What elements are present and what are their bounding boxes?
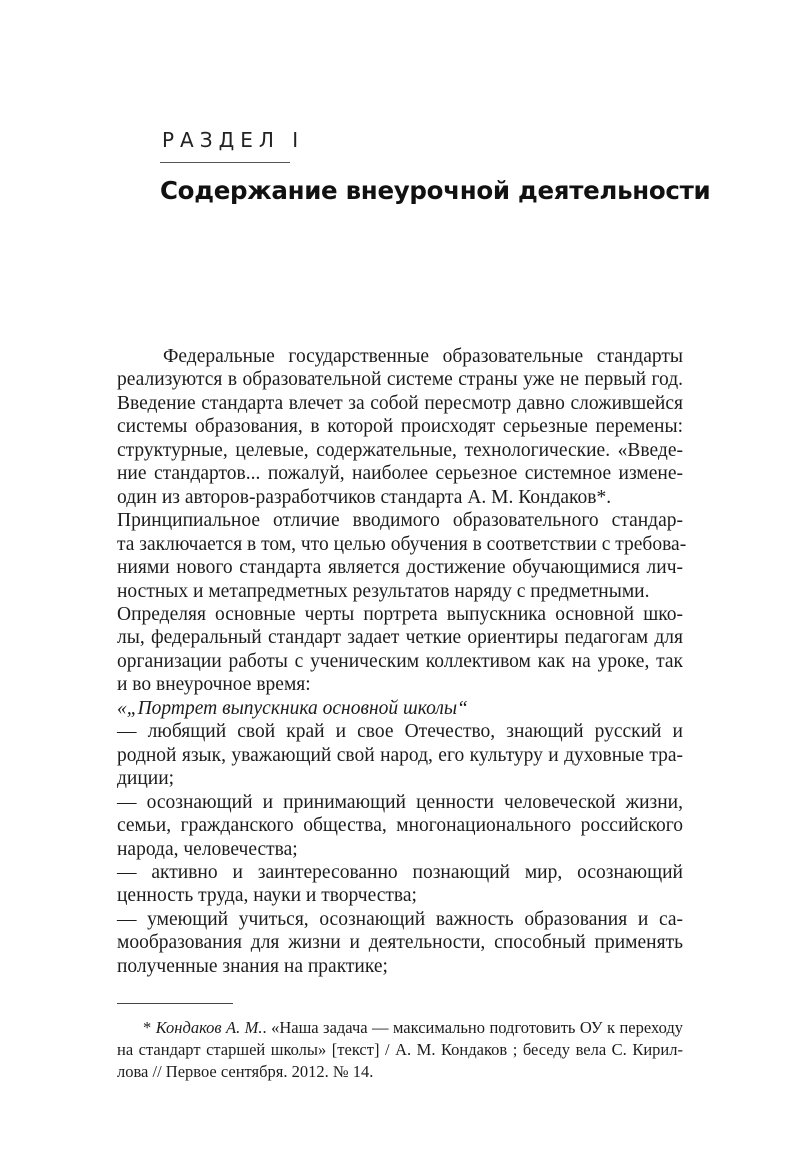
text-line: ностных и метапредметных результатов наряду с предметными. bbox=[117, 580, 650, 602]
text-line: Определяя основные черты портрета выпускника основной шко- bbox=[117, 603, 683, 625]
text-line: один из авторов-разработчиков стандарта А. М. Кондаков*. bbox=[117, 486, 612, 508]
text-line: — осознающий и принимающий ценности человеческой жизни, bbox=[117, 791, 683, 813]
text-line: полученные знания на практике; bbox=[117, 955, 388, 977]
text-line: Федеральные государственные образовательные стандарты bbox=[163, 346, 683, 367]
text-line: диции; bbox=[117, 768, 175, 790]
footnote-rule bbox=[117, 1003, 233, 1004]
text-line: мообразования для жизни и деятельности, способный применять bbox=[117, 932, 683, 954]
text-line: — умеющий учиться, осознающий важность образования и са- bbox=[117, 908, 683, 930]
section-label: РАЗДЕЛ I bbox=[162, 128, 305, 152]
text-line: — активно и заинтересованно познающий мир, осознающий bbox=[117, 861, 683, 883]
text-line: Введение стандарта влечет за собой пересмотр давно сложившейся bbox=[117, 392, 683, 414]
section-rule bbox=[160, 162, 290, 163]
footnote-line: лова // Первое сентября. 2012. № 14. bbox=[117, 1062, 374, 1081]
text-line: реализуются в образовательной системе страны уже не первый год. bbox=[117, 369, 683, 391]
text-line: ние стандартов... пожалуй, наиболее серьезное системное измене- bbox=[117, 463, 683, 485]
footnote-mark: * bbox=[143, 1018, 156, 1037]
footnote-line: на стандарт старшей школы» [текст] / А. М. Кондаков ; беседу вела С. Кирил- bbox=[117, 1040, 683, 1059]
chapter-title: Содержание внеурочной деятельности bbox=[160, 176, 711, 205]
text-line: ниями нового стандарта является достижение обучающимися лич- bbox=[117, 557, 683, 579]
footnote-line bbox=[117, 1017, 683, 1039]
text-line: Принципиальное отличие вводимого образовательного стандар- bbox=[117, 510, 683, 532]
text-line: ценность труда, науки и творчества; bbox=[117, 885, 417, 907]
text-line: организации работы с ученическим коллективом как на уроке, так bbox=[117, 650, 683, 672]
text-line: — любящий свой край и свое Отечество, знающий русский и bbox=[117, 721, 683, 743]
footnote bbox=[117, 1017, 683, 1083]
text-line: и во внеурочное время: bbox=[117, 674, 311, 696]
body-text bbox=[117, 345, 687, 978]
footnote-author: Кондаков А. М. bbox=[155, 1018, 263, 1037]
text-line: «„Портрет выпускника основной школы“ bbox=[117, 697, 468, 719]
footnote-text: . «Наша задача — максимально подготовить ОУ к переходу bbox=[262, 1018, 684, 1037]
text-line: системы образования, в которой происходят серьезные перемены: bbox=[117, 416, 683, 438]
text-line: та заключается в том, что целью обучения в соответствии с требова- bbox=[117, 533, 687, 555]
text-line: лы, федеральный стандарт задает четкие ориентиры педагогам для bbox=[117, 627, 683, 649]
text-line: родной язык, уважающий свой народ, его культуру и духовные тра- bbox=[117, 744, 683, 766]
text-line: структурные, целевые, содержательные, технологические. «Введе- bbox=[117, 439, 683, 461]
text-line: семьи, гражданского общества, многонационального российского bbox=[117, 815, 683, 837]
text-line: народа, человечества; bbox=[117, 838, 298, 860]
